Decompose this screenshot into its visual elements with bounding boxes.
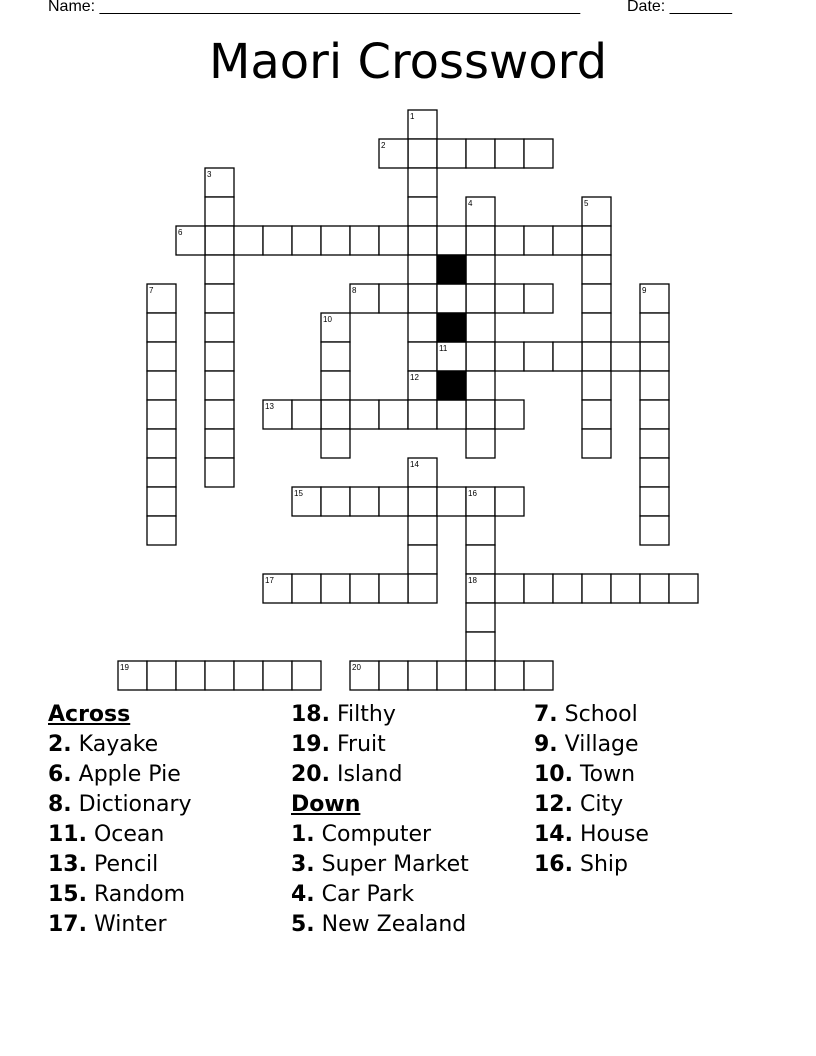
- grid-cell[interactable]: [408, 487, 437, 516]
- grid-cell[interactable]: [640, 371, 669, 400]
- grid-cell[interactable]: [205, 197, 234, 226]
- grid-number: 14: [410, 460, 419, 469]
- grid-number: 8: [352, 286, 357, 295]
- grid-cell[interactable]: [147, 661, 176, 690]
- across-heading: Across: [48, 702, 131, 727]
- clue-down-9: 9. Village: [534, 732, 639, 757]
- grid-cell[interactable]: [495, 487, 524, 516]
- grid-cell[interactable]: [582, 313, 611, 342]
- clue-across-2: 2. Kayake: [48, 732, 159, 757]
- grid-cell[interactable]: [466, 632, 495, 661]
- grid-cell[interactable]: [437, 284, 466, 313]
- grid-cell[interactable]: [466, 661, 495, 690]
- grid-cell[interactable]: [466, 284, 495, 313]
- grid-cell[interactable]: [553, 226, 582, 255]
- grid-cell[interactable]: [176, 661, 205, 690]
- grid-cell[interactable]: [234, 661, 263, 690]
- grid-cell[interactable]: [292, 400, 321, 429]
- grid-number: 9: [642, 286, 647, 295]
- grid-cell[interactable]: [321, 574, 350, 603]
- grid-cell[interactable]: [640, 429, 669, 458]
- grid-number: 17: [265, 576, 274, 585]
- clue-across-13: 13. Pencil: [48, 852, 159, 877]
- grid-cell[interactable]: [321, 226, 350, 255]
- grid-cell[interactable]: [234, 226, 263, 255]
- clue-down-3: 3. Super Market: [291, 852, 469, 877]
- grid-cell[interactable]: [408, 168, 437, 197]
- grid-cell[interactable]: [582, 342, 611, 371]
- grid-cell[interactable]: [495, 574, 524, 603]
- grid-number: 15: [294, 489, 303, 498]
- grid-cell[interactable]: [147, 516, 176, 545]
- grid-cell[interactable]: [466, 516, 495, 545]
- grid-cell[interactable]: [408, 197, 437, 226]
- grid-cell[interactable]: [350, 487, 379, 516]
- grid-cell[interactable]: [495, 284, 524, 313]
- grid-cell[interactable]: [466, 313, 495, 342]
- grid-number: 11: [439, 344, 448, 353]
- grid-number: 7: [149, 286, 154, 295]
- clue-across-19: 19. Fruit: [291, 732, 386, 757]
- grid-cell[interactable]: [466, 226, 495, 255]
- clue-down-1: 1. Computer: [291, 822, 432, 847]
- grid-cell[interactable]: [466, 429, 495, 458]
- grid-cell[interactable]: [321, 342, 350, 371]
- grid-cell[interactable]: [582, 226, 611, 255]
- grid-cell[interactable]: [466, 342, 495, 371]
- grid-cell[interactable]: [408, 545, 437, 574]
- grid-cell[interactable]: [147, 400, 176, 429]
- grid-cell[interactable]: [437, 487, 466, 516]
- grid-number: 5: [584, 199, 589, 208]
- grid-cell[interactable]: [408, 139, 437, 168]
- grid-number: 18: [468, 576, 477, 585]
- grid-cell[interactable]: [640, 342, 669, 371]
- clue-across-18: 18. Filthy: [291, 702, 396, 727]
- grid-cell[interactable]: [466, 603, 495, 632]
- clue-column-3: [534, 700, 649, 880]
- grid-cell[interactable]: [466, 139, 495, 168]
- date-field[interactable]: Date: _______: [627, 0, 732, 15]
- grid-cell[interactable]: [147, 313, 176, 342]
- grid-number: 10: [323, 315, 332, 324]
- grid-number: 16: [468, 489, 477, 498]
- grid-cell[interactable]: [350, 400, 379, 429]
- grid-cell[interactable]: [205, 255, 234, 284]
- grid-cell[interactable]: [582, 284, 611, 313]
- grid-cell[interactable]: [408, 284, 437, 313]
- clue-across-8: 8. Dictionary: [48, 792, 192, 817]
- grid-cell[interactable]: [495, 342, 524, 371]
- grid-cell[interactable]: [640, 400, 669, 429]
- grid-cell[interactable]: [466, 400, 495, 429]
- grid-cell[interactable]: [205, 458, 234, 487]
- clue-across-11: 11. Ocean: [48, 822, 165, 847]
- grid-cell[interactable]: [524, 342, 553, 371]
- grid-cell[interactable]: [669, 574, 698, 603]
- clue-down-7: 7. School: [534, 702, 638, 727]
- down-heading: Down: [291, 792, 361, 817]
- grid-cell[interactable]: [205, 313, 234, 342]
- grid-cell[interactable]: [466, 545, 495, 574]
- grid-cell[interactable]: [408, 313, 437, 342]
- grid-cell[interactable]: [205, 371, 234, 400]
- grid-cell[interactable]: [495, 139, 524, 168]
- grid-cell[interactable]: [466, 255, 495, 284]
- grid-number: 20: [352, 663, 361, 672]
- grid-cell[interactable]: [582, 255, 611, 284]
- grid-cell[interactable]: [524, 226, 553, 255]
- grid-cell[interactable]: [205, 429, 234, 458]
- clue-across-6: 6. Apple Pie: [48, 762, 181, 787]
- grid-cell[interactable]: [495, 226, 524, 255]
- grid-number: 12: [410, 373, 419, 382]
- grid-cell[interactable]: [640, 574, 669, 603]
- grid-number: 2: [381, 141, 386, 150]
- clue-across-15: 15. Random: [48, 882, 186, 907]
- grid-cell[interactable]: [524, 661, 553, 690]
- grid-cell[interactable]: [321, 429, 350, 458]
- clue-column-2: [291, 700, 469, 940]
- grid-cell[interactable]: [292, 574, 321, 603]
- name-field[interactable]: Name: ______________________________________________________: [48, 0, 581, 15]
- clue-down-10: 10. Town: [534, 762, 636, 787]
- clue-across-20: 20. Island: [291, 762, 403, 787]
- clue-down-16: 16. Ship: [534, 852, 628, 877]
- grid-cell[interactable]: [640, 458, 669, 487]
- grid-number: 3: [207, 170, 212, 179]
- grid-cell[interactable]: [350, 574, 379, 603]
- grid-cell[interactable]: [408, 255, 437, 284]
- grid-cell[interactable]: [205, 226, 234, 255]
- grid-cell[interactable]: [582, 400, 611, 429]
- grid-number: 19: [120, 663, 129, 672]
- grid-cell[interactable]: [640, 516, 669, 545]
- grid-cell[interactable]: [437, 400, 466, 429]
- clue-down-14: 14. House: [534, 822, 649, 847]
- grid-cell[interactable]: [437, 139, 466, 168]
- page-title: Maori Crossword: [208, 34, 608, 90]
- grid-cell[interactable]: [611, 574, 640, 603]
- grid-cell[interactable]: [147, 458, 176, 487]
- grid-cell[interactable]: [408, 342, 437, 371]
- grid-cell[interactable]: [611, 342, 640, 371]
- grid-cell[interactable]: [379, 487, 408, 516]
- grid-cell[interactable]: [437, 226, 466, 255]
- grid-number: 6: [178, 228, 183, 237]
- grid-cell[interactable]: [205, 342, 234, 371]
- grid-cell[interactable]: [437, 661, 466, 690]
- grid-cell[interactable]: [408, 661, 437, 690]
- grid-cell[interactable]: [466, 371, 495, 400]
- grid-cell[interactable]: [147, 371, 176, 400]
- grid-cell[interactable]: [379, 574, 408, 603]
- grid-cell[interactable]: [379, 400, 408, 429]
- grid-cell[interactable]: [147, 487, 176, 516]
- grid-block: [437, 313, 466, 342]
- grid-block: [437, 255, 466, 284]
- grid-cell[interactable]: [147, 342, 176, 371]
- grid-cell[interactable]: [408, 516, 437, 545]
- grid-cell[interactable]: [263, 226, 292, 255]
- grid-cell[interactable]: [582, 429, 611, 458]
- grid-cell[interactable]: [524, 574, 553, 603]
- clue-down-12: 12. City: [534, 792, 624, 817]
- clue-down-5: 5. New Zealand: [291, 912, 467, 937]
- grid-cell[interactable]: [408, 400, 437, 429]
- grid-cell[interactable]: [205, 661, 234, 690]
- grid-cell[interactable]: [582, 371, 611, 400]
- clue-down-4: 4. Car Park: [291, 882, 415, 907]
- grid-number: 4: [468, 199, 473, 208]
- grid-cell[interactable]: [321, 371, 350, 400]
- grid-cell[interactable]: [553, 342, 582, 371]
- grid-cell[interactable]: [379, 226, 408, 255]
- grid-cell[interactable]: [263, 661, 292, 690]
- grid-cell[interactable]: [495, 400, 524, 429]
- grid-number: 1: [410, 112, 415, 121]
- grid-cell[interactable]: [582, 574, 611, 603]
- grid-cell[interactable]: [408, 574, 437, 603]
- clue-column-1: [48, 700, 192, 940]
- grid-cell[interactable]: [147, 429, 176, 458]
- grid-cell[interactable]: [640, 487, 669, 516]
- grid-cell[interactable]: [350, 226, 379, 255]
- grid-cell[interactable]: [640, 313, 669, 342]
- grid-cell[interactable]: [379, 661, 408, 690]
- grid-cell[interactable]: [524, 139, 553, 168]
- grid-cell[interactable]: [408, 226, 437, 255]
- clue-across-17: 17. Winter: [48, 912, 167, 937]
- grid-cell[interactable]: [205, 284, 234, 313]
- grid-cell[interactable]: [292, 226, 321, 255]
- grid-cell[interactable]: [321, 400, 350, 429]
- grid-cell[interactable]: [553, 574, 582, 603]
- grid-cell[interactable]: [321, 487, 350, 516]
- grid-number: 13: [265, 402, 274, 411]
- grid-cell[interactable]: [524, 284, 553, 313]
- grid-cell[interactable]: [495, 661, 524, 690]
- grid-cell[interactable]: [205, 400, 234, 429]
- grid-cell[interactable]: [292, 661, 321, 690]
- grid-block: [437, 371, 466, 400]
- grid-cell[interactable]: [379, 284, 408, 313]
